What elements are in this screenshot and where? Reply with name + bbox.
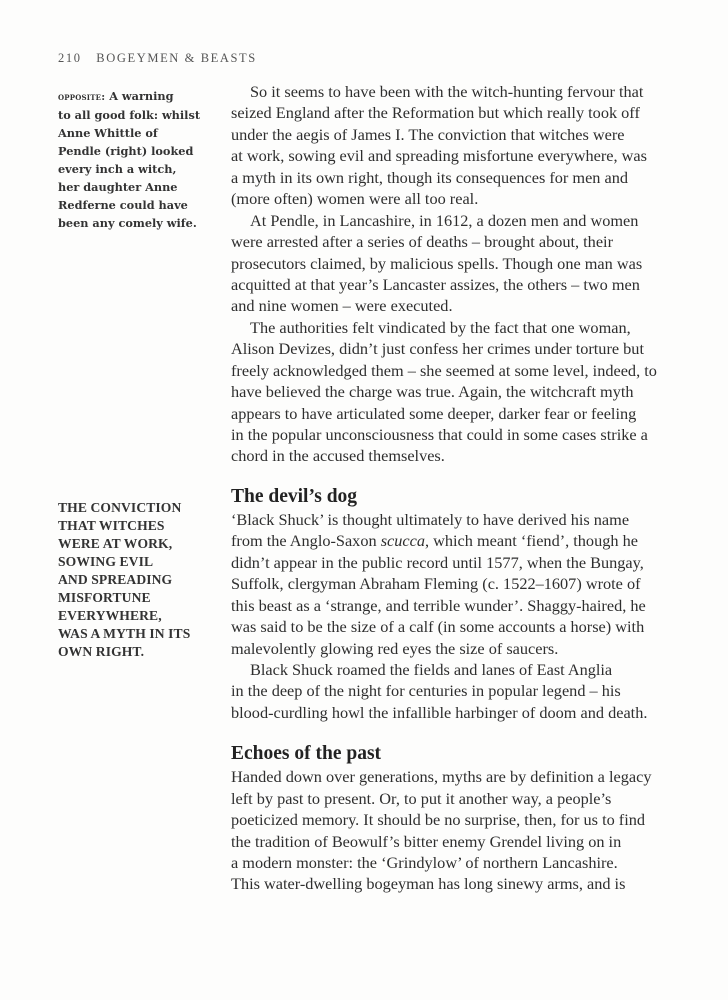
body-line: and nine women – were executed.: [231, 296, 453, 316]
text-run: from the Anglo-Saxon: [231, 531, 381, 551]
pull-quote-line: WERE AT WORK,: [58, 536, 173, 551]
body-line: acquitted at that year’s Lancaster assizes, the others – two men: [231, 274, 640, 294]
page-number: 210: [58, 51, 82, 65]
section-heading-echoes: Echoes of the past: [231, 743, 382, 765]
body-line: freely acknowledged them – she seemed at some level, indeed, to: [231, 360, 657, 380]
body-line: a modern monster: the ‘Grindylow’ of northern Lancashire.: [231, 853, 618, 872]
body-line: appears to have articulated some deeper, darker fear or feeling: [231, 403, 637, 423]
body-line: At Pendle, in Lancashire, in 1612, a dozen men and women: [250, 210, 639, 230]
caption-line: Anne Whittle of: [58, 126, 158, 140]
body-line: malevolently glowing red eyes the size of saucers.: [231, 638, 559, 658]
section-heading-devils-dog: The devil’s dog: [231, 485, 358, 507]
body-line: poeticized memory. It should be no surprise, then, for us to find: [231, 810, 646, 830]
body-line: chord in the accused themselves.: [231, 446, 445, 466]
pull-quote-line: SOWING EVIL: [58, 554, 154, 569]
body-line: didn’t appear in the public record until 1577, when the Bungay,: [231, 552, 644, 572]
body-line: (more often) women were all too real.: [231, 189, 479, 209]
body-line: a myth in its own right, though its consequences for men and: [231, 167, 629, 187]
caption-line: Redferne could have: [58, 198, 188, 212]
body-line: have believed the charge was true. Again, the witchcraft myth: [231, 382, 634, 402]
pull-quote: [58, 499, 208, 661]
caption-line: to all good folk: whilst: [58, 108, 201, 122]
body-line: the tradition of Beowulf’s bitter enemy Grendel living on in: [231, 831, 622, 851]
body-line: left by past to present. Or, to put it another way, a people’s: [231, 788, 612, 808]
body-line: prosecutors claimed, by malicious spells. Though one man was: [231, 253, 643, 273]
body-line: was said to be the size of a calf (in some accounts a horse) with: [231, 617, 645, 637]
image-caption: [58, 87, 208, 232]
body-line: in the popular unconsciousness that could in some cases strike a: [231, 425, 648, 444]
body-line: this beast as a ‘strange, and terrible wunder’. Shaggy-haired, he: [231, 595, 646, 615]
body-line: [231, 530, 701, 551]
body-line: Suffolk, clergyman Abraham Fleming (c. 1522–1607) wrote of: [231, 574, 641, 594]
caption-line: her daughter Anne: [58, 180, 178, 194]
caption-line: A warning: [105, 89, 174, 103]
caption-lead: opposite:: [58, 91, 106, 103]
body-line: under the aegis of James I. The conviction that witches were: [231, 124, 625, 144]
body-line: This water-dwelling bogeyman has long sinewy arms, and is: [231, 874, 626, 894]
pull-quote-line: AND SPREADING: [58, 572, 173, 587]
body-line: Black Shuck roamed the fields and lanes of East Anglia: [250, 659, 613, 679]
running-title: BOGEYMEN & BEASTS: [96, 51, 257, 65]
pull-quote-line: THAT WITCHES: [58, 518, 165, 533]
body-line: were arrested after a series of deaths – brought about, their: [231, 232, 613, 252]
body-line: Alison Devizes, didn’t just confess her crimes under torture but: [231, 339, 644, 359]
pull-quote-line: OWN RIGHT.: [58, 644, 145, 659]
pull-quote-line: WAS A MYTH IN ITS: [58, 626, 191, 641]
body-line: The authorities felt vindicated by the fact that one woman,: [250, 317, 631, 337]
body-line: ‘Black Shuck’ is thought ultimately to have derived his name: [231, 509, 630, 529]
pull-quote-line: EVERYWHERE,: [58, 608, 162, 623]
caption-line: been any comely wife.: [58, 216, 197, 230]
body-text: [231, 81, 701, 895]
pull-quote-line: MISFORTUNE: [58, 590, 151, 605]
body-line: blood-curdling howl the infallible harbinger of doom and death.: [231, 702, 648, 722]
body-line: in the deep of the night for centuries in popular legend – his: [231, 681, 621, 701]
body-line: seized England after the Reformation but which really took off: [231, 103, 640, 123]
pull-quote-line: THE CONVICTION: [58, 500, 182, 515]
body-line: So it seems to have been with the witch-hunting fervour that: [250, 82, 644, 101]
italic-term: scucca: [380, 531, 425, 551]
body-line: at work, sowing evil and spreading misfortune everywhere, was: [231, 146, 647, 166]
running-head: [58, 51, 257, 66]
caption-line: every inch a witch,: [58, 162, 177, 176]
body-line: Handed down over generations, myths are by definition a legacy: [231, 767, 652, 787]
caption-line: Pendle (right) looked: [58, 144, 194, 158]
text-run: , which meant ‘fiend’, though he: [424, 531, 638, 551]
